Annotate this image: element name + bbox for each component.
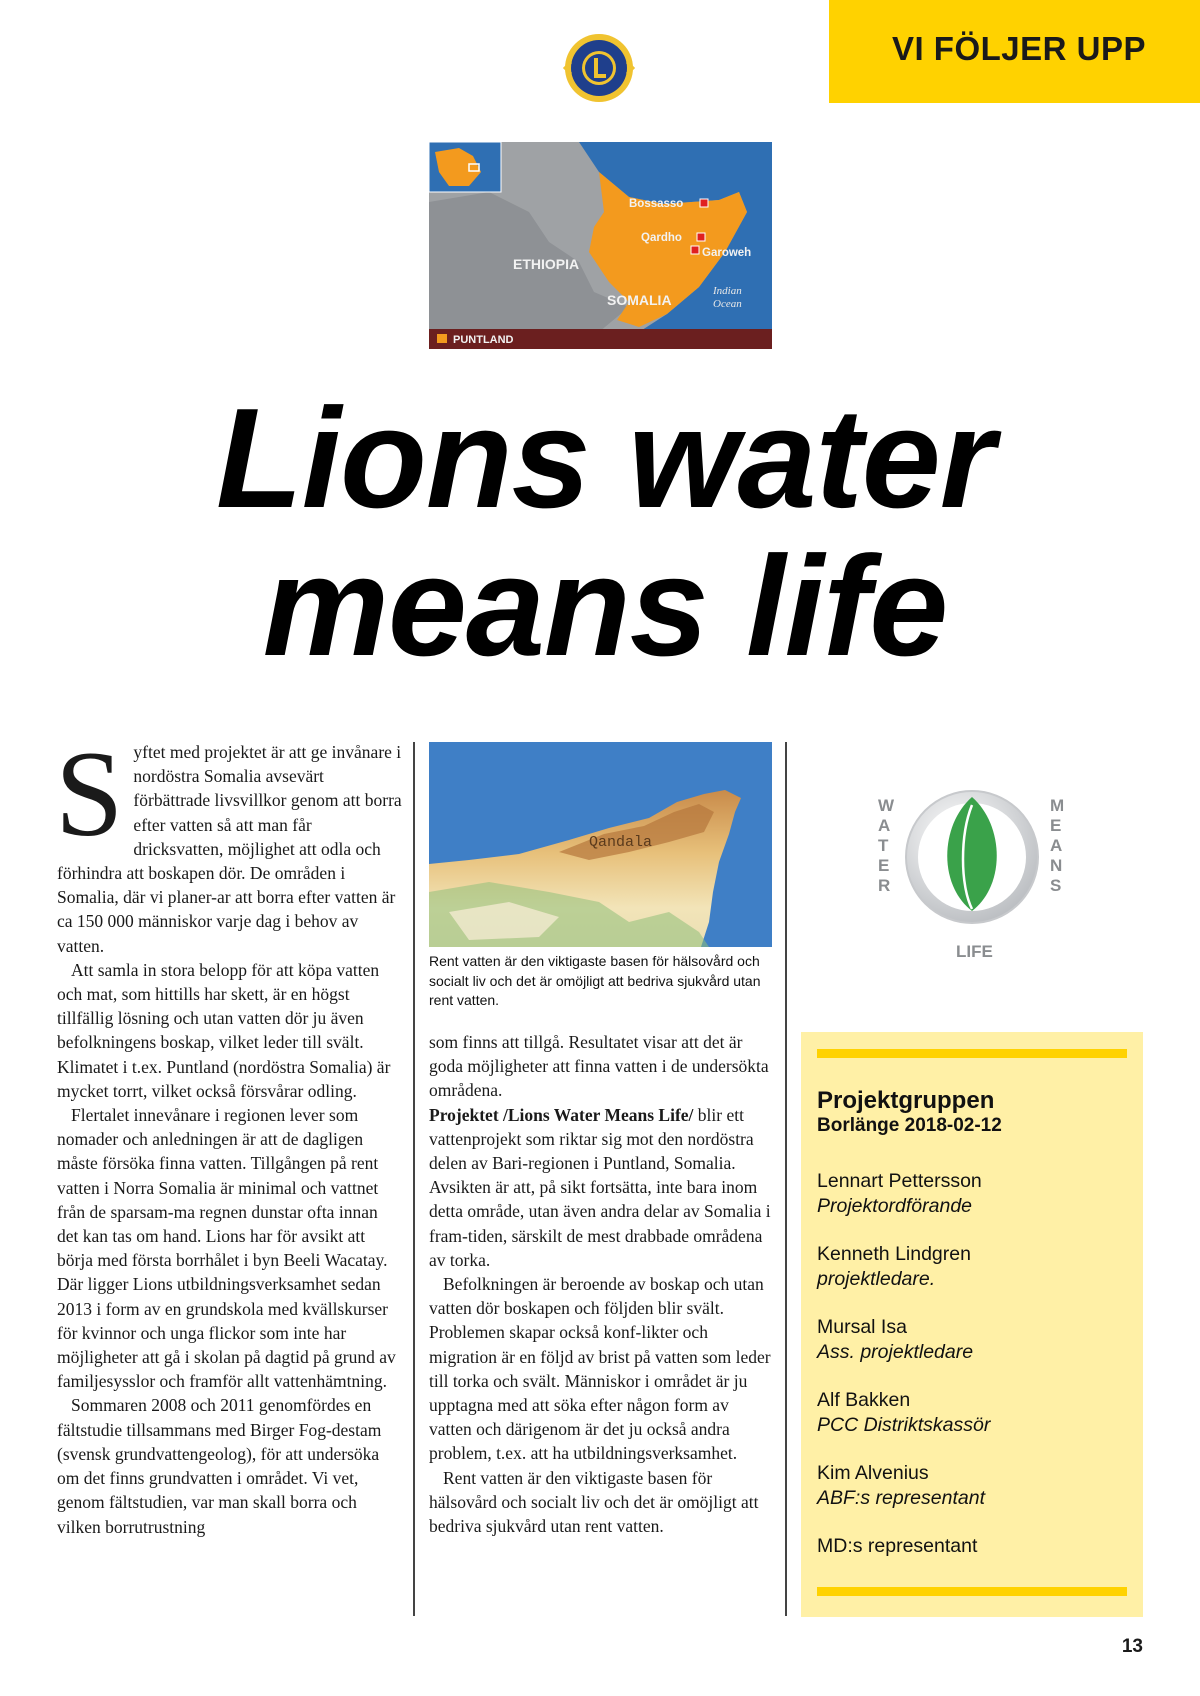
member-role: Projektordförande xyxy=(817,1195,973,1217)
member-list xyxy=(817,1169,1137,1582)
logo-letter: S xyxy=(1050,876,1062,895)
box-top-bar xyxy=(817,1049,1127,1058)
logo-bottom-word: LIFE xyxy=(956,942,993,961)
section-tag xyxy=(829,0,1200,103)
member-entry xyxy=(817,1461,1137,1511)
article-column-2 xyxy=(429,1030,775,1538)
article-paragraph: Flertalet innevånare i regionen lever som nomader och anledningen är att de dagligen måste försöka finna vatten. Tillgången på rent vatten i Norra Somalia är minimal och vattnet från de sparsam-ma regnen dunstar ofta innan det kan tas om hand. Lions har för avsikt att börja med första borrhålet i byn Beeli Wacatay. Där ligger Lions utbildningsverksamhet sedan 2013 i form av en grundskola med kvällskurser för kvinnor och unga flickor som inte har möjligheter att gå i skolan på dagtid på grund av familjesysslor och framför allt vattenhämtning. xyxy=(57,1105,396,1392)
headline-line-2: means life xyxy=(262,527,948,686)
article-paragraph xyxy=(429,1103,775,1272)
logo-letter: W xyxy=(878,796,895,815)
map-label-indian: Indian xyxy=(713,285,742,297)
member-entry xyxy=(817,1169,1137,1219)
member-name: MD:s representant xyxy=(817,1535,978,1557)
map-legend-label: PUNTLAND xyxy=(453,334,514,346)
member-role: projektledare. xyxy=(817,1268,936,1290)
article-paragraph: Sommaren 2008 och 2011 genomfördes en fältstudie tillsammans med Birger Fog-destam (svensk grundvattengeolog), för att undersöka om det finns grundvatten i området. Vi vet, genom fältstudien, var man skall borra och vilken borrutrustning xyxy=(57,1395,382,1537)
image-caption: Rent vatten är den viktigaste basen för hälsovård och socialt liv och det är omöjligt att bedriva sjukvård utan rent vatten. xyxy=(429,953,761,1008)
member-entry xyxy=(817,1534,1137,1559)
box-bottom-bar xyxy=(817,1587,1127,1596)
member-entry xyxy=(817,1388,1137,1438)
logo-letter: A xyxy=(1050,836,1063,855)
section-tag-label: VI FÖLJER UPP xyxy=(891,30,1146,67)
member-entry xyxy=(817,1242,1137,1292)
article-paragraph: Att samla in stora belopp för att köpa vatten och mat, som hittills har skett, är en högst tillfällig lösning och utan vatten dör ju även befolkningens boskap, vilket leder till svält. Klimatet i t.ex. Puntland (nordöstra Somalia) är mycket torrt, vilket också försvårar odling. xyxy=(57,959,391,1101)
headline xyxy=(0,379,1200,686)
headline-line-1: Lions water xyxy=(215,379,995,538)
member-name: Lennart Pettersson xyxy=(817,1170,982,1192)
article-paragraph: yftet med projektet är att ge invånare i nordöstra Somalia avsevärt förbättrade livsvillkor genom att borra efter vatten så att man får dricksvatten, möjlighet att odla och förhindra att boskapen dör. De områden i Somalia, där vi planer-ar att borra efter vatten är ca 150 000 människor varje dag i behov av vatten. xyxy=(57,742,402,956)
map-label-ethiopia: ETHIOPIA xyxy=(513,256,580,272)
satellite-map-label: Qandala xyxy=(589,834,653,851)
water-means-life-logo xyxy=(860,785,1080,965)
article-column-1 xyxy=(55,725,402,1539)
box-title: Projektgruppen xyxy=(817,1087,995,1114)
member-name: Alf Bakken xyxy=(817,1389,911,1411)
project-group-box xyxy=(801,1032,1143,1617)
map-label-ocean: Ocean xyxy=(713,298,742,310)
member-role: ABF:s representant xyxy=(817,1487,985,1509)
member-role: Ass. projektledare xyxy=(817,1341,974,1363)
column-divider xyxy=(785,742,787,1616)
article-paragraph: som finns att tillgå. Resultatet visar att det är goda möjligheter att finna vatten i de undersökta områdena. xyxy=(429,1032,769,1101)
logo-letter: E xyxy=(1050,816,1062,835)
page-number: 13 xyxy=(1121,1636,1143,1657)
map-label-garoweh: Garoweh xyxy=(702,247,752,259)
logo-letter: T xyxy=(878,836,889,855)
project-name: Projektet /Lions Water Means Life/ xyxy=(429,1104,694,1125)
map-label-somalia: SOMALIA xyxy=(607,292,672,308)
logo-letter: N xyxy=(1050,856,1063,875)
logo-letter: A xyxy=(878,816,891,835)
lions-logo xyxy=(563,32,635,104)
member-name: Mursal Isa xyxy=(817,1316,907,1338)
satellite-map xyxy=(429,742,772,947)
box-subtitle: Borlänge 2018-02-12 xyxy=(817,1115,1002,1136)
article-paragraph: Rent vatten är den viktigaste basen för hälsovård och socialt liv och det är omöjligt att bedriva sjukvård utan rent vatten. xyxy=(429,1467,759,1537)
member-role: PCC Distriktskassör xyxy=(817,1414,991,1436)
logo-letter: R xyxy=(878,876,891,895)
logo-letter: M xyxy=(1050,796,1065,815)
member-name: Kenneth Lindgren xyxy=(817,1243,971,1265)
drop-cap: S xyxy=(55,725,124,862)
column-divider xyxy=(413,742,415,1616)
logo-letter: E xyxy=(878,856,890,875)
article-paragraph: Befolkningen är beroende av boskap och utan vatten dör boskapen och följden blir svält. Problemen skapar också konf-likter och migration är en följd av brist på vatten som leder till torka och svält. Människor i området är ju upptagna med att söka efter någon form av vatten och därigenom är det ju också andra problem, t.ex. att ha utbildningsverksamhet. xyxy=(429,1274,771,1464)
article-paragraph-text: blir ett vattenprojekt som riktar sig mot den nordöstra delen av Bari-regionen i Puntland, Somalia. Avsikten är att, på sikt fortsätta, inte bara inom detta område, utan även andra delar av Somalia i fram-tiden, särskilt de mest drabbade områdena av torka. xyxy=(429,1104,771,1270)
puntland-map xyxy=(429,142,772,349)
map-label-bossasso: Bossasso xyxy=(629,198,684,210)
member-name: Kim Alvenius xyxy=(817,1462,929,1484)
member-entry xyxy=(817,1315,1137,1365)
map-label-qardho: Qardho xyxy=(641,232,682,244)
